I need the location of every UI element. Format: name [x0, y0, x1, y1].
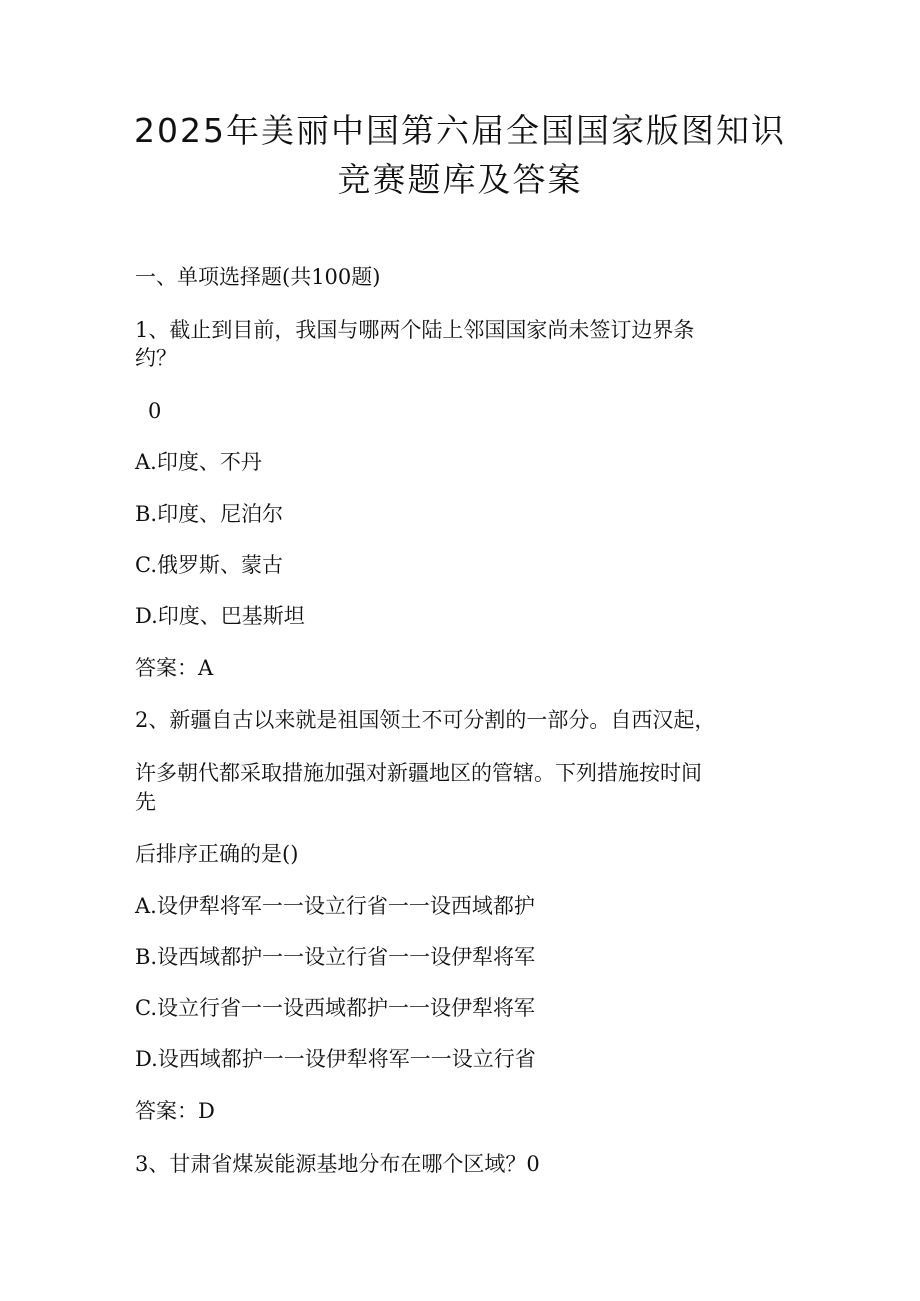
- question-1-option-a: A.印度、不丹: [135, 450, 262, 474]
- question-2-option-a: A.设伊犁将军一一设立行省一一设西域都护: [135, 894, 535, 918]
- question-2-stem-line-4: 后排序正确的是(): [135, 842, 299, 866]
- document-title-line-1: 2025年美丽中国第六届全国国家版图知识: [134, 111, 786, 150]
- question-1-stem-line-2: 约？: [135, 346, 177, 370]
- document-title-line-2: 竞赛题库及答案: [337, 160, 583, 199]
- question-2-option-c: C.设立行省一一设西域都护一一设伊犁将军: [135, 996, 535, 1020]
- question-1-stem-line-1: 1、截止到目前，我国与哪两个陆上邻国国家尚未签订边界条: [135, 318, 695, 342]
- question-2-stem-line-1: 2、新疆自古以来就是祖国领土不可分割的一部分。自西汉起，: [135, 708, 716, 732]
- question-2-stem-line-3: 先: [135, 790, 156, 814]
- question-1-blank: 0: [148, 399, 162, 423]
- question-2-stem-line-2: 许多朝代都采取措施加强对新疆地区的管辖。下列措施按时间: [135, 761, 702, 785]
- question-1-option-c: C.俄罗斯、蒙古: [135, 553, 283, 577]
- question-2-option-b: B.设西域都护一一设立行省一一设伊犁将军: [135, 945, 536, 969]
- question-1-option-b: B.印度、尼泊尔: [135, 502, 284, 526]
- question-3-stem-line-1: 3、甘肃省煤炭能源基地分布在哪个区域？0: [135, 1152, 540, 1176]
- question-1-option-d: D.印度、巴基斯坦: [135, 604, 305, 628]
- section-heading: 一、单项选择题(共100题): [135, 265, 381, 289]
- question-2-option-d: D.设西域都护一一设伊犁将军一一设立行省: [135, 1047, 536, 1071]
- question-2-answer: 答案：D: [135, 1099, 215, 1123]
- question-1-answer: 答案：A: [135, 656, 214, 680]
